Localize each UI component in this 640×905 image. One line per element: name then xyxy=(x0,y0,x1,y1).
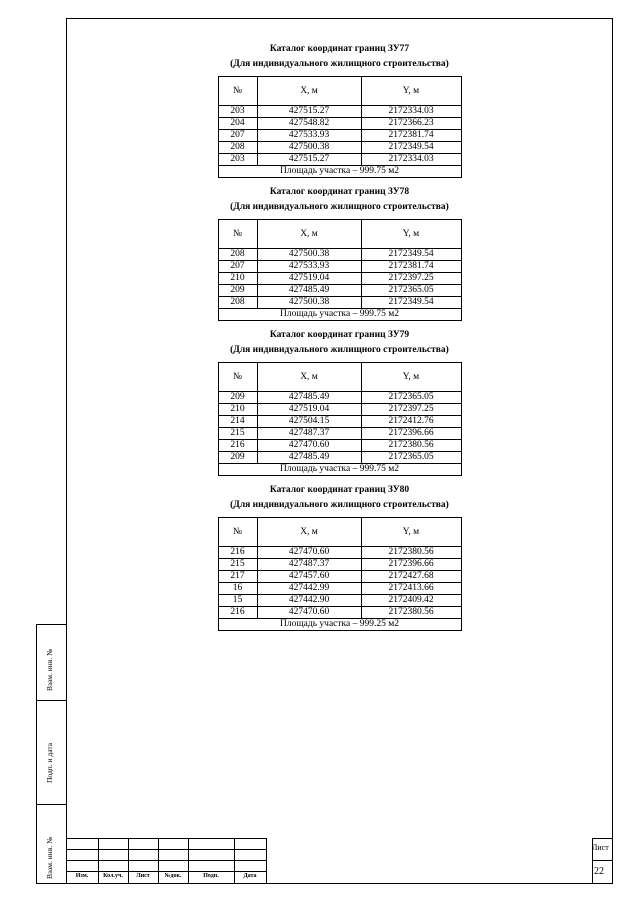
catalog-subtitle: (Для индивидуального жилищного строительства) xyxy=(230,59,449,69)
table-cell: 2172380.56 xyxy=(361,547,461,559)
table-header-row xyxy=(218,220,461,249)
table-cell: 16 xyxy=(218,583,257,595)
area-cell: Площадь участка – 999.75 м2 xyxy=(218,309,461,321)
stamp-column-label: Изм. xyxy=(75,873,89,879)
table-cell: 427442.90 xyxy=(257,595,361,607)
column-header: X, м xyxy=(257,518,361,547)
table-cell: 427487.37 xyxy=(257,428,361,440)
table-cell: 216 xyxy=(218,607,257,619)
column-header: № xyxy=(218,77,257,106)
column-header: X, м xyxy=(257,77,361,106)
table-cell: 427519.04 xyxy=(257,404,361,416)
table-cell: 427500.38 xyxy=(257,142,361,154)
table-cell: 2172412.76 xyxy=(361,416,461,428)
stamp-line xyxy=(66,860,266,861)
stamp-line xyxy=(66,849,266,850)
stamp-column-label: №док. xyxy=(164,873,182,879)
area-row xyxy=(218,309,461,321)
column-header: № xyxy=(218,363,257,392)
table-cell: 2172381.74 xyxy=(361,130,461,142)
catalog-gap xyxy=(66,321,613,328)
table-cell: 2172380.56 xyxy=(361,607,461,619)
table-row xyxy=(218,392,461,404)
stamp-line xyxy=(592,838,613,839)
table-cell: 2172380.56 xyxy=(361,440,461,452)
stamp-column-label: Лист xyxy=(136,873,150,879)
coordinates-table xyxy=(218,219,462,321)
catalog-subtitle: (Для индивидуального жилищного строительства) xyxy=(230,345,449,355)
table-cell: 215 xyxy=(218,559,257,571)
table-cell: 209 xyxy=(218,392,257,404)
side-label-sign-date: Подп. и дата xyxy=(45,742,54,783)
catalog-subtitle: (Для индивидуального жилищного строительства) xyxy=(230,500,449,510)
sheet-label: Лист xyxy=(592,843,609,852)
table-cell: 2172349.54 xyxy=(361,297,461,309)
side-cell-sign-date xyxy=(37,701,66,805)
table-row xyxy=(218,607,461,619)
side-binding-strip xyxy=(36,624,66,884)
table-cell: 427500.38 xyxy=(257,249,361,261)
table-cell: 2172349.54 xyxy=(361,142,461,154)
table-cell: 427515.27 xyxy=(257,154,361,166)
stamp-line xyxy=(266,838,267,884)
catalog-gap xyxy=(66,631,613,638)
table-cell: 2172381.74 xyxy=(361,261,461,273)
table-cell: 208 xyxy=(218,297,257,309)
table-cell: 2172396.66 xyxy=(361,559,461,571)
table-cell: 2172397.25 xyxy=(361,273,461,285)
table-cell: 210 xyxy=(218,273,257,285)
side-label-inv-no: Взам. инв. № xyxy=(45,836,54,879)
stamp-column-label: Дата xyxy=(243,873,257,879)
table-row xyxy=(218,547,461,559)
table-cell: 427470.60 xyxy=(257,607,361,619)
table-cell: 2172427.68 xyxy=(361,571,461,583)
area-cell: Площадь участка – 999.75 м2 xyxy=(218,464,461,476)
area-cell: Площадь участка – 999.25 м2 xyxy=(218,619,461,631)
table-cell: 427533.93 xyxy=(257,130,361,142)
table-row xyxy=(218,142,461,154)
table-row xyxy=(218,154,461,166)
table-cell: 208 xyxy=(218,249,257,261)
stamp-column-label: Кол.уч. xyxy=(103,873,123,879)
table-cell: 2172409.42 xyxy=(361,595,461,607)
catalog-subtitle: (Для индивидуального жилищного строительства) xyxy=(230,202,449,212)
table-row xyxy=(218,404,461,416)
table-row xyxy=(218,130,461,142)
catalog-1 xyxy=(66,185,613,321)
table-row xyxy=(218,559,461,571)
table-cell: 427519.04 xyxy=(257,273,361,285)
table-row xyxy=(218,583,461,595)
catalog-2 xyxy=(66,328,613,476)
table-cell: 2172334.03 xyxy=(361,106,461,118)
table-row xyxy=(218,261,461,273)
catalogs-content xyxy=(66,42,613,638)
stamp-line xyxy=(66,871,266,872)
table-cell: 2172365.05 xyxy=(361,392,461,404)
table-cell: 427500.38 xyxy=(257,297,361,309)
coordinates-table xyxy=(218,362,462,476)
table-row xyxy=(218,273,461,285)
table-cell: 427487.37 xyxy=(257,559,361,571)
column-header: Y, м xyxy=(361,363,461,392)
table-cell: 203 xyxy=(218,106,257,118)
table-cell: 215 xyxy=(218,428,257,440)
area-row xyxy=(218,166,461,178)
table-cell: 209 xyxy=(218,285,257,297)
table-cell: 2172413.66 xyxy=(361,583,461,595)
table-header-row xyxy=(218,77,461,106)
table-header-row xyxy=(218,363,461,392)
catalog-0 xyxy=(66,42,613,178)
table-row xyxy=(218,118,461,130)
table-cell: 207 xyxy=(218,261,257,273)
table-row xyxy=(218,440,461,452)
table-cell: 209 xyxy=(218,452,257,464)
column-header: Y, м xyxy=(361,220,461,249)
table-row xyxy=(218,249,461,261)
side-cell-inv-replace xyxy=(37,625,66,701)
column-header: № xyxy=(218,220,257,249)
table-cell: 2172397.25 xyxy=(361,404,461,416)
table-cell: 207 xyxy=(218,130,257,142)
table-row xyxy=(218,452,461,464)
coordinates-table xyxy=(218,76,462,178)
table-cell: 208 xyxy=(218,142,257,154)
table-cell: 427504.15 xyxy=(257,416,361,428)
column-header: X, м xyxy=(257,363,361,392)
table-cell: 427485.49 xyxy=(257,392,361,404)
column-header: Y, м xyxy=(361,77,461,106)
table-cell: 427470.60 xyxy=(257,440,361,452)
catalog-gap xyxy=(66,476,613,483)
catalog-title: Каталог координат границ ЗУ77 xyxy=(269,44,410,54)
stamp-column-label: Подп. xyxy=(203,873,219,879)
table-cell: 427515.27 xyxy=(257,106,361,118)
table-cell: 427470.60 xyxy=(257,547,361,559)
table-cell: 427533.93 xyxy=(257,261,361,273)
table-cell: 2172349.54 xyxy=(361,249,461,261)
table-cell: 2172366.23 xyxy=(361,118,461,130)
table-row xyxy=(218,428,461,440)
stamp-line xyxy=(66,838,266,839)
catalog-title: Каталог координат границ ЗУ79 xyxy=(269,330,410,340)
table-cell: 2172334.03 xyxy=(361,154,461,166)
coordinates-table xyxy=(218,517,462,631)
table-cell: 427485.49 xyxy=(257,285,361,297)
table-header-row xyxy=(218,518,461,547)
table-cell: 214 xyxy=(218,416,257,428)
table-cell: 217 xyxy=(218,571,257,583)
table-row xyxy=(218,416,461,428)
table-row xyxy=(218,106,461,118)
table-cell: 427548.82 xyxy=(257,118,361,130)
side-cell-inv-no xyxy=(37,805,66,885)
title-block xyxy=(66,838,613,884)
table-cell: 216 xyxy=(218,440,257,452)
side-label-inv-replace: Взам. инв. № xyxy=(45,648,54,691)
column-header: Y, м xyxy=(361,518,461,547)
area-cell: Площадь участка – 999.75 м2 xyxy=(218,166,461,178)
table-cell: 210 xyxy=(218,404,257,416)
table-cell: 203 xyxy=(218,154,257,166)
table-cell: 2172396.66 xyxy=(361,428,461,440)
catalog-title: Каталог координат границ ЗУ80 xyxy=(269,485,410,495)
table-row xyxy=(218,571,461,583)
table-row xyxy=(218,595,461,607)
table-cell: 216 xyxy=(218,547,257,559)
stamp-line xyxy=(592,860,613,861)
sheet-number: 22 xyxy=(594,866,604,877)
catalog-3 xyxy=(66,483,613,631)
catalog-title: Каталог координат границ ЗУ78 xyxy=(269,187,410,197)
table-cell: 427485.49 xyxy=(257,452,361,464)
table-cell: 427457.60 xyxy=(257,571,361,583)
column-header: X, м xyxy=(257,220,361,249)
table-cell: 427442.99 xyxy=(257,583,361,595)
area-row xyxy=(218,619,461,631)
catalog-gap xyxy=(66,178,613,185)
area-row xyxy=(218,464,461,476)
table-row xyxy=(218,285,461,297)
table-cell: 15 xyxy=(218,595,257,607)
column-header: № xyxy=(218,518,257,547)
table-cell: 204 xyxy=(218,118,257,130)
table-cell: 2172365.05 xyxy=(361,285,461,297)
table-cell: 2172365.05 xyxy=(361,452,461,464)
table-row xyxy=(218,297,461,309)
